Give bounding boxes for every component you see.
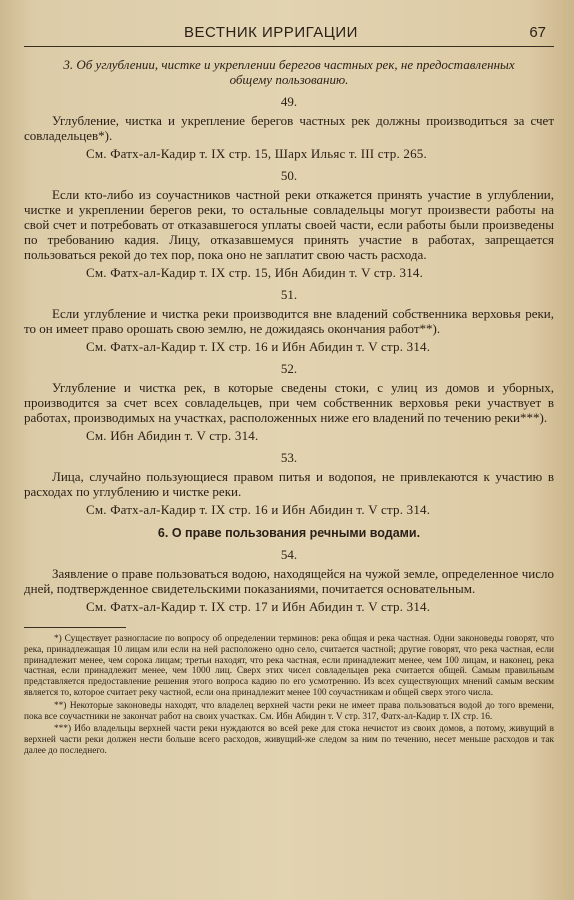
- article-text: Лица, случайно пользующиеся правом питья и водопоя, не привлекаются к участию в расходах по углублению и чистке реки.: [24, 469, 554, 499]
- footnote-divider: [24, 627, 126, 628]
- article-text: Заявление о праве пользоваться водою, находящейся на чужой земле, определенное число дней, подтвержденное свидетельскими показаниями, почитается основательным.: [24, 566, 554, 596]
- article-number: 52.: [280, 361, 298, 376]
- running-head: [24, 22, 554, 47]
- article-reference: См. Фатх-ал-Кадир т. IX стр. 15, Шарх Ильяс т. III стр. 265.: [86, 146, 427, 161]
- article-text: Углубление и чистка рек, в которые сведены стоки, с улиц из домов и уборных, производится за счет всех совладельцев, при чем собственник верховья реки участвует в работах, производимых на участках, расположенных ниже его владений по течению реки***).: [24, 380, 554, 425]
- footnote: **) Некоторые законоведы находят, что владелец верхней части реки не имеет права пользоваться водой до того времени, пока все соучастники не закончат работ на своих участках. См. Ибн Абидин т. V стр. 317, Фатх-ал-Кадир т. IX стр. 16.: [24, 700, 554, 722]
- article-text: Углубление, чистка и укрепление берегов частных рек должны производиться за счет совладельцев*).: [24, 113, 554, 143]
- section-heading-line-2: общему пользованию.: [229, 72, 349, 87]
- article-number: 49.: [280, 94, 298, 109]
- article-number: 51.: [280, 287, 298, 302]
- article-number: 53.: [280, 450, 298, 465]
- section-6-heading: 6. О праве пользования речными водами.: [157, 526, 421, 540]
- article-text: Если углубление и чистка реки производится вне владений собственника верховья реки, то он имеет право орошать свою землю, не дожидаясь окончания работ**).: [24, 306, 554, 336]
- article-reference: См. Фатх-ал-Кадир т. IX стр. 15, Ибн Абидин т. V стр. 314.: [86, 265, 424, 280]
- article-number: 50.: [280, 168, 298, 183]
- footnote: ***) Ибо владельцы верхней части реки нуждаются во всей реке для стока нечистот из своих домов, а потому, живущий в верхней части реки должен нести больше всего расходов, живущий-же следом за ним по течению, несет меньше расходов и так далее до последнего.: [24, 724, 554, 756]
- article-reference: См. Ибн Абидин т. V стр. 314.: [86, 428, 259, 443]
- article-reference: См. Фатх-ал-Кадир т. IX стр. 16 и Ибн Абидин т. V стр. 314.: [86, 339, 431, 354]
- page-number: 67: [529, 24, 546, 41]
- article-text: Если кто-либо из соучастников частной реки откажется принять участие в углублении, чистке и укреплении берегов реки, то остальные совладельцы могут произвести работы на свой счет и потребовать от отказавшегося уплаты своей части, если работы были произведены по требованию кадия. Лицу, отказавшемуся принять участие в работах, запрещается пользоваться рекой до тех пор, пока оно не заплатит свою часть расхода.: [24, 187, 554, 262]
- article-number: 54.: [280, 547, 298, 562]
- article-reference: См. Фатх-ал-Кадир т. IX стр. 16 и Ибн Абидин т. V стр. 314.: [86, 502, 431, 517]
- footnote: *) Существует разногласие по вопросу об определении терминов: река общая и река частная. Одни законоведы говорят, что река, принадлежащая 10 лицам или если на ней расположено одно село, считается частной; другие говорят, что река частная, если принадлежит менее, чем сорока лицам; третьи находят, что река частная, если принадлежит менее, чем 100 лицам, и наконец, река частная, если принадлежит менее, чем 1000 лиц. Сверх этих чисел совладельцев река считается общей. Самым правильным представляется предоставление решения этого вопроса кадию по его усмотрению. Из всех существующих мнений самым веским является то, которое считает реку частной, если она принадлежит менее 100 соучастникам и общей сверх этого числа.: [24, 634, 554, 698]
- section-heading-line-1: 3. Об углублении, чистке и укреплении берегов частных рек, не предоставленных: [63, 57, 515, 72]
- article-reference: См. Фатх-ал-Кадир т. IX стр. 17 и Ибн Абидин т. V стр. 314.: [86, 599, 431, 614]
- section-heading: [24, 57, 554, 87]
- journal-title: ВЕСТНИК ИРРИГАЦИИ: [184, 24, 358, 41]
